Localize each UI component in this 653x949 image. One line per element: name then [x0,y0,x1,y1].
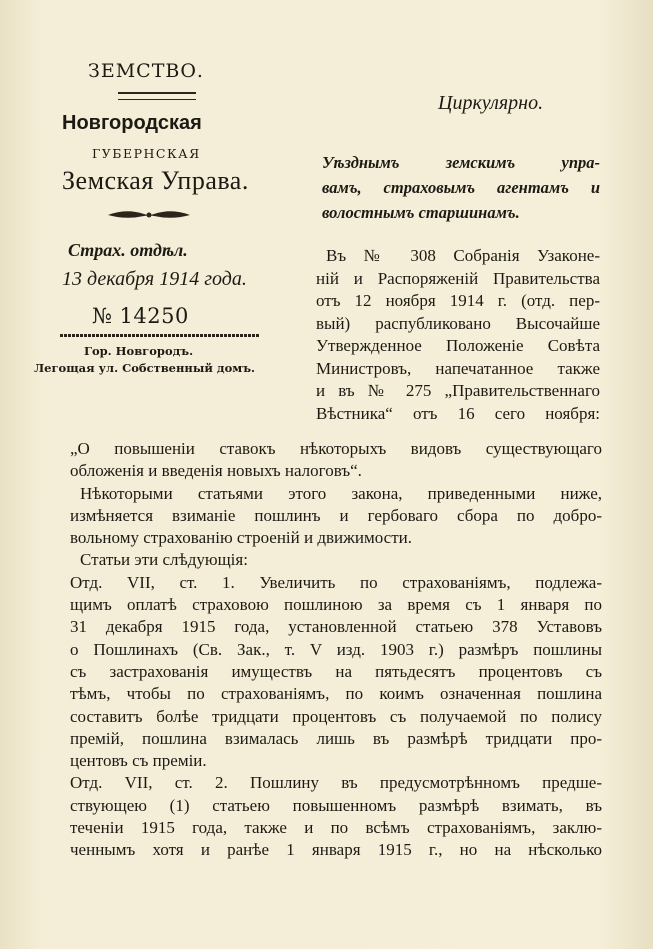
ornament-icon [106,206,192,224]
intro-paragraph [316,245,600,425]
number-underline [60,334,260,337]
intro-line: и въ № 275 „Правительственнаго [316,381,600,400]
intro-line: Въ № 308 Собранія Узаконе- [326,246,600,265]
body-line: обложенія и введенія новыхъ налоговъ“. [70,461,362,481]
novgorod-heading: Новгородская [62,112,202,134]
body-line: 31 декабря 1915 года, установленной статьею 378 Уставовъ [70,617,602,637]
body-line: съ застрахованія имуществъ на пятьдесятъ процентовъ съ [70,661,602,681]
intro-line: вый) распубликовано Высочайше [316,313,600,333]
department-label: Страх. отдѣл. [68,240,188,260]
body-line: вольному страхованію строеній и движимости. [70,528,412,548]
address-line-1: Гор. Новгородъ. [84,344,194,358]
address-line-2: Легощая ул. Собственный домъ. [34,361,256,375]
addressee-block [322,150,600,225]
addressee-line: вамъ, страховымъ агентамъ и [322,178,600,197]
body-line: измѣняется взиманіе пошлинъ и гербоваго сбора по добро- [70,505,602,525]
body-line: щимъ оплатѣ страховою пошлиною за время съ 1 января по [70,595,602,615]
intro-line: Вѣстника“ отъ 16 сего ноября: [316,403,600,423]
body-line: центовъ съ преміи. [70,751,207,771]
intro-line: Министровъ, напечатанное также [316,358,600,378]
body-line: составитъ болѣе тридцати процентовъ съ получаемой по полису [70,706,602,726]
intro-line: Утвержденное Положеніе Совѣта [316,336,600,355]
body-line: Статьи эти слѣдующія: [80,550,248,570]
body-line: теченіи 1915 года, также и по всѣмъ страхованіямъ, заклю- [70,818,602,838]
body-text [70,438,602,862]
body-line: „О повышеніи ставокъ нѣкоторыхъ видовъ существующаго [70,439,602,458]
document-date: 13 декабря 1914 года. [62,268,247,290]
addressee-line: волостнымъ старшинамъ. [322,203,520,222]
body-line: премій, пошлина взималась лишь въ размѣрѣ тридцати про- [70,728,602,748]
body-line: Отд. VII, ст. 1. Увеличить по страхованіямъ, подлежа- [70,572,602,592]
gubern-heading: ГУБЕРНСКАЯ [92,146,201,161]
body-line: Нѣкоторыми статьями этого закона, приведенными ниже, [80,483,602,503]
intro-line: отъ 12 ноября 1914 г. (отд. пер- [316,291,600,310]
body-line: Отд. VII, ст. 2. Пошлину въ предусмотрѣнномъ предше- [70,773,602,793]
double-rule-divider [118,92,196,100]
body-line: тѣмъ, чтобы по страхованіямъ, по коимъ означенная пошлина [70,684,602,704]
body-line: ченнымъ хотя и ранѣе 1 января 1915 г., но на нѣсколько [70,840,602,860]
uprava-heading: Земская Управа. [62,166,249,195]
circular-label: Циркулярно. [438,92,544,114]
document-number: № 14250 [92,304,189,328]
addressee-line: Уѣзднымъ земскимъ упра- [322,153,600,172]
body-line: ствующею (1) статьею повышенномъ размѣрѣ взимать, въ [70,795,602,815]
intro-line: ній и Распоряженій Правительства [316,268,600,288]
zemstvo-heading: ЗЕМСТВО. [88,60,204,82]
body-line: о Пошлинахъ (Св. Зак., т. V изд. 1903 г.) размѣръ пошлины [70,639,602,659]
